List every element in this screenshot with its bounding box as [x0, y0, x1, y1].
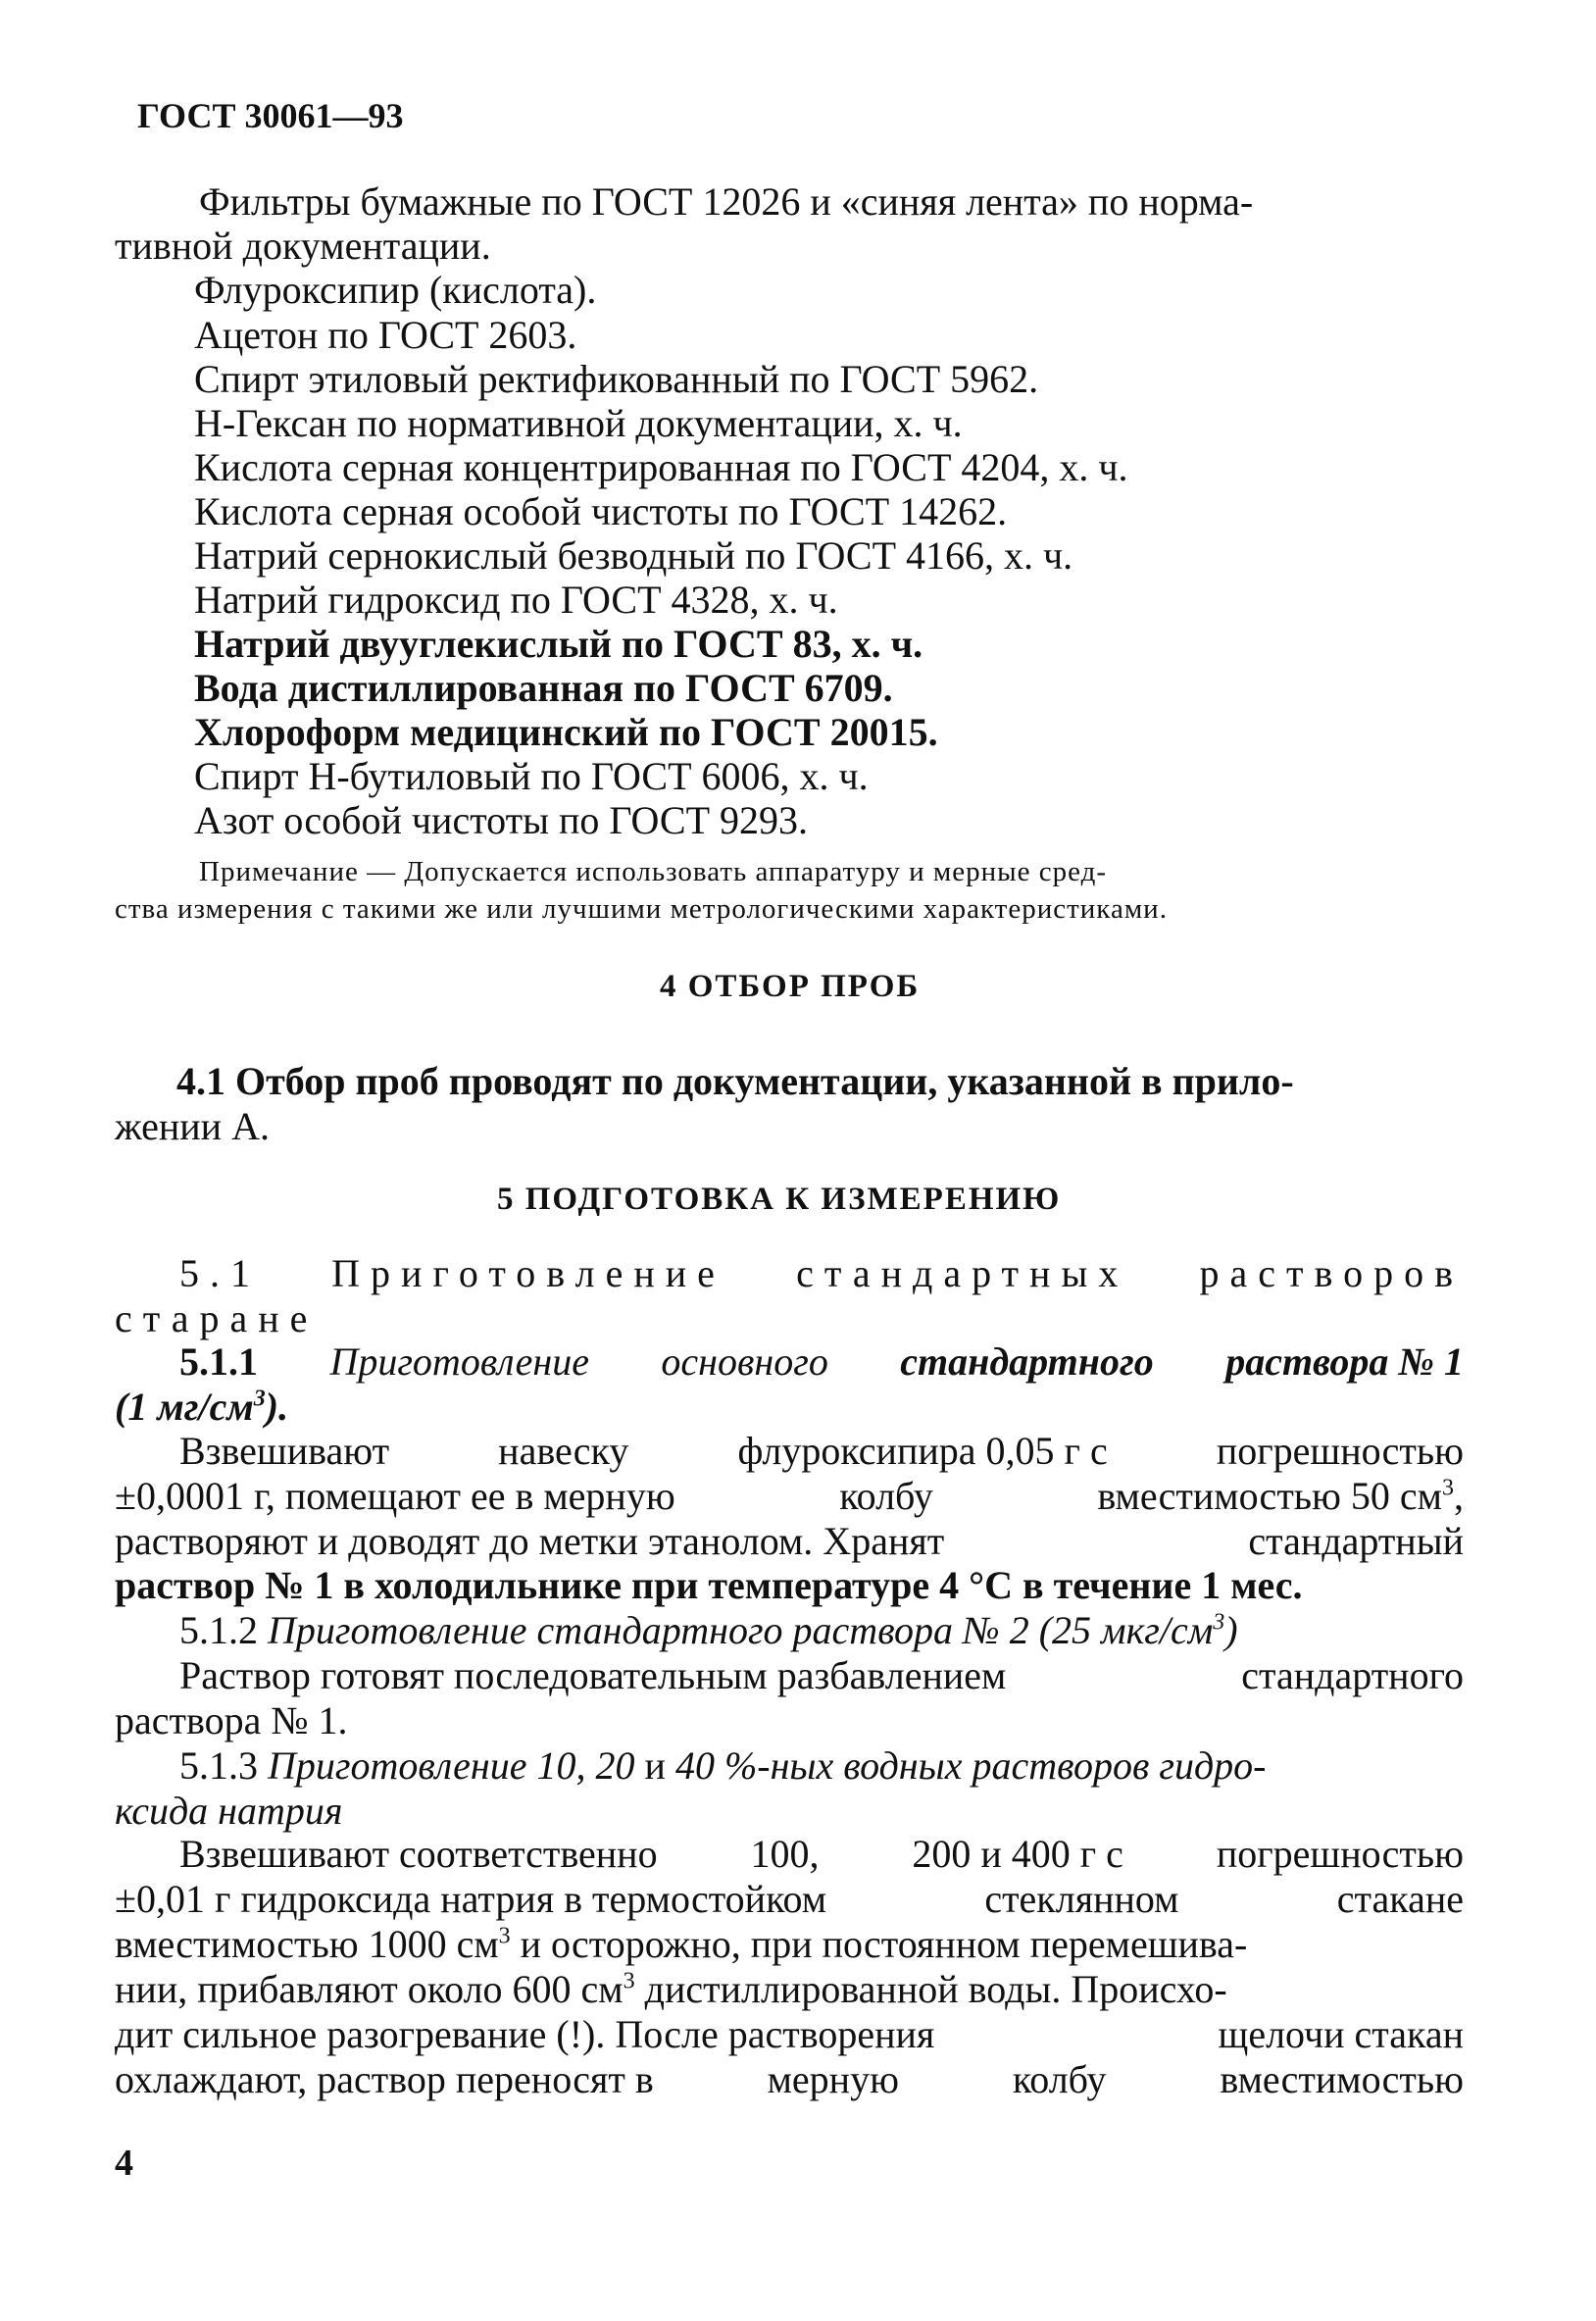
paragraph-line: раствор № 1 в холодильнике при температуре 4 °С в течение 1 мес.	[115, 1563, 1303, 1607]
paragraph-line	[115, 2012, 1464, 2057]
word: 5.1	[179, 1251, 261, 1295]
text: Взвешивают	[179, 1429, 390, 1473]
materials-line: Хлороформ медицинский по ГОСТ 20015.	[194, 710, 938, 754]
paragraph-line	[115, 1922, 1247, 1967]
text: )	[1224, 1608, 1238, 1652]
materials-line: Н-Гексан по нормативной документации, х. ч.	[194, 401, 963, 445]
text: погрешностью	[1216, 1832, 1464, 1876]
paragraph-4-1: жении А.	[115, 1104, 270, 1148]
text: навеску	[498, 1429, 629, 1473]
subsection-5-1-1-heading	[115, 1385, 288, 1430]
text: ,	[1453, 1474, 1464, 1518]
page-number: 4	[115, 2143, 133, 2184]
paragraph-line	[115, 1474, 1464, 1519]
materials-line: Фильтры бумажные по ГОСТ 12026 и «синяя лента» по норма-	[199, 179, 1254, 224]
paragraph-line	[179, 1429, 1464, 1474]
materials-line: Натрий сернокислый безводный по ГОСТ 4166, х. ч.	[194, 533, 1073, 578]
materials-line: Натрий двууглекислый по ГОСТ 83, х. ч.	[194, 622, 923, 666]
word: раствора № 1	[1225, 1339, 1464, 1384]
section-5-heading: 5 ПОДГОТОВКА К ИЗМЕРЕНИЮ	[497, 1182, 1062, 1217]
text: вместимостью	[1220, 2057, 1464, 2101]
superscript: 3	[498, 1923, 511, 1949]
word: растворов	[1199, 1251, 1464, 1295]
paragraph-line	[179, 1832, 1464, 1877]
text: 100,	[750, 1832, 820, 1876]
text: и	[644, 1743, 666, 1788]
text: ).	[265, 1385, 289, 1429]
subsection-5-1-2-heading	[179, 1608, 1238, 1653]
text: мерную	[767, 2057, 899, 2101]
text: 200 и 400 г с	[912, 1832, 1123, 1876]
paragraph-line	[115, 1967, 1227, 2012]
text: Приготовление 10, 20	[268, 1743, 635, 1788]
superscript: 3	[253, 1386, 266, 1412]
text: стакане	[1336, 1877, 1464, 1921]
word: стандартных	[796, 1251, 1129, 1295]
text: Взвешивают соответственно	[179, 1832, 658, 1876]
text: охлаждают, раствор переносят в	[115, 2057, 654, 2101]
page-header: ГОСТ 30061—93	[137, 96, 404, 135]
text: стандартный	[1248, 1519, 1464, 1563]
text: (1 мг/см	[115, 1385, 254, 1429]
text: вместимостью 1000 см	[115, 1922, 499, 1966]
materials-line: Спирт этиловый ректификованный по ГОСТ 5962.	[194, 357, 1039, 401]
materials-line: Ацетон по ГОСТ 2603.	[194, 313, 577, 357]
text: флуроксипира 0,05 г с	[737, 1429, 1108, 1473]
paragraph-line: раствора № 1.	[115, 1698, 348, 1742]
section-number: 5.1.2	[179, 1608, 258, 1652]
text: вместимостью 50 см	[1097, 1474, 1442, 1518]
text: Приготовление стандартного раствора № 2 (25 мкг/см	[268, 1608, 1214, 1652]
text: Раствор готовят последовательным разбавлением	[179, 1653, 1007, 1697]
word: Приготовление	[331, 1251, 725, 1295]
superscript: 3	[623, 1968, 635, 1994]
paragraph-line	[179, 1653, 1464, 1698]
text: колбу	[1012, 2057, 1107, 2101]
paragraph-line	[115, 1519, 1464, 1564]
text: ±0,0001 г, помещают ее в мерную	[115, 1474, 675, 1518]
text: дистиллированной воды. Происхо-	[634, 1967, 1227, 2011]
text: погрешностью	[1216, 1429, 1464, 1473]
materials-line: тивной документации.	[115, 224, 491, 268]
subsection-5-1-heading: старане	[115, 1296, 319, 1340]
text: стандартного	[1241, 1653, 1464, 1697]
materials-line: Кислота серная особой чистоты по ГОСТ 14262.	[194, 489, 1008, 533]
materials-line: Кислота серная концентрированная по ГОСТ 4204, х. ч.	[194, 445, 1128, 489]
text: ±0,01 г гидроксида натрия в термостойком	[115, 1877, 827, 1921]
paragraph-4-1: 4.1 Отбор проб проводят по документации, указанной в прило-	[176, 1059, 1294, 1103]
materials-line: Флуроксипир (кислота).	[194, 268, 597, 312]
text: нии, прибавляют около 600 см	[115, 1967, 623, 2011]
materials-line: Азот особой чистоты по ГОСТ 9293.	[194, 798, 808, 842]
subsection-5-1-heading	[179, 1251, 1464, 1296]
subsection-5-1-1-heading	[179, 1339, 1464, 1385]
text: растворяют и доводят до метки этанолом. Хранят	[115, 1519, 945, 1563]
text: 40 %-ных водных растворов гидро-	[674, 1743, 1267, 1788]
note-line: ства измерения с такими же или лучшими метрологическими характеристиками.	[115, 893, 1168, 925]
subsection-5-1-3-heading: ксида натрия	[115, 1789, 343, 1833]
section-4-heading: 4 ОТБОР ПРОБ	[660, 969, 921, 1004]
section-number: 5.1.1	[179, 1339, 258, 1384]
materials-line: Спирт Н-бутиловый по ГОСТ 6006, х. ч.	[194, 754, 869, 798]
materials-line: Вода дистиллированная по ГОСТ 6709.	[194, 666, 893, 710]
note-line: Примечание — Допускается использовать аппаратуру и мерные сред-	[199, 856, 1108, 887]
word: стандартного	[900, 1339, 1154, 1384]
text: дит сильное разогревание (!). После растворения	[115, 2012, 935, 2056]
superscript: 3	[1213, 1609, 1225, 1636]
materials-line: Натрий гидроксид по ГОСТ 4328, х. ч.	[194, 578, 838, 622]
section-number: 5.1.3	[179, 1743, 258, 1788]
paragraph-line	[115, 1877, 1464, 1922]
paragraph-line	[115, 2057, 1464, 2102]
text: и осторожно, при постоянном перемешива-	[510, 1922, 1248, 1966]
superscript: 3	[1441, 1475, 1454, 1501]
subsection-5-1-3-heading	[179, 1743, 1267, 1789]
word: Приготовление	[329, 1339, 589, 1384]
text: щелочи стакан	[1218, 2012, 1464, 2056]
text: колбу	[839, 1474, 933, 1518]
text	[1097, 1474, 1464, 1519]
text: стеклянном	[984, 1877, 1179, 1921]
word: основного	[661, 1339, 828, 1384]
